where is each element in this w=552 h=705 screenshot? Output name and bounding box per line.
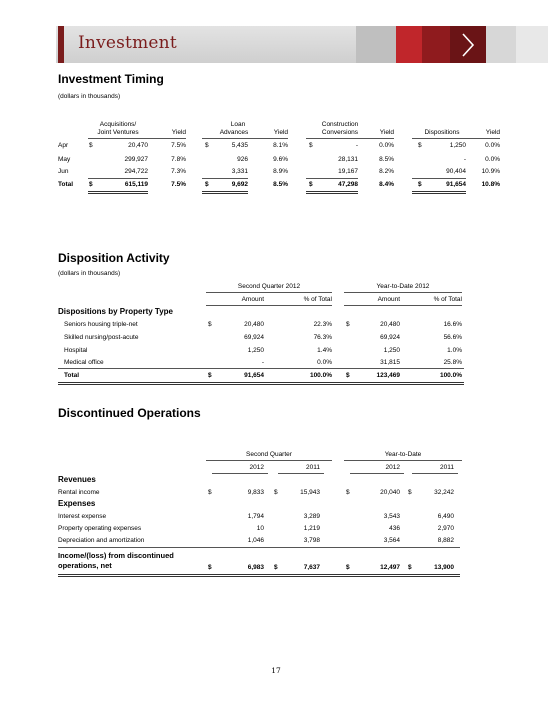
col-header-year: 2012 [385, 464, 400, 471]
section-label-expenses: Expenses [58, 499, 96, 508]
col-header-pct: % of Total [303, 296, 332, 303]
subtotal-rule [202, 178, 248, 179]
dollar-sign: $ [408, 564, 412, 571]
q-pct: 0.0% [317, 359, 332, 366]
ytd-2011: 2,970 [437, 525, 454, 532]
row-label: Jun [58, 168, 69, 175]
investment-timing-title: Investment Timing [58, 72, 164, 86]
q-2011: 1,219 [303, 525, 320, 532]
col-header-yield: Yield [379, 129, 394, 136]
dollar-sign: $ [418, 181, 422, 188]
col-header-amount: Amount [241, 296, 264, 303]
q-pct: 1.4% [317, 347, 332, 354]
q-2011: 3,798 [303, 537, 320, 544]
ytd-2012: 3,564 [383, 537, 400, 544]
disp-value: 90,404 [446, 168, 466, 175]
row-label: Depreciation and amortization [58, 537, 145, 544]
discontinued-operations-title: Discontinued Operations [58, 406, 201, 420]
q-2011: 7,637 [303, 564, 320, 571]
total-double-rule [88, 191, 148, 194]
dollar-sign: $ [346, 489, 350, 496]
q-pct: 22.3% [313, 321, 332, 328]
disp-value: 1,250 [449, 142, 466, 149]
q-amount: - [261, 359, 264, 366]
subtotal-rule [306, 178, 358, 179]
ytd-2012: 20,040 [380, 489, 400, 496]
row-label: Total [64, 372, 80, 379]
ytd-pct: 1.0% [447, 347, 462, 354]
q-2012: 10 [256, 525, 264, 532]
acq-value: 294,722 [124, 168, 148, 175]
col-header-acq-line2: Joint Ventures [97, 129, 139, 136]
header-rule [206, 305, 332, 306]
banner-title: Investment [78, 33, 177, 53]
dollar-sign: $ [346, 372, 350, 379]
ytd-2011: 13,900 [434, 564, 454, 571]
disp-yield: 10.8% [481, 181, 500, 188]
col-header-pct: % of Total [433, 296, 462, 303]
col-header-loan-line2: Advances [219, 129, 249, 136]
dollar-sign: $ [346, 564, 350, 571]
row-label: Income/(loss) from discontinued [58, 551, 174, 560]
col-header-year: 2012 [249, 464, 264, 471]
header-rule [212, 473, 268, 474]
col-group-header: Second Quarter [246, 451, 292, 458]
loan-value: 3,331 [231, 168, 248, 175]
loan-yield: 9.6% [273, 156, 288, 163]
banner-block [486, 26, 516, 63]
q-amount: 69,924 [244, 334, 264, 341]
total-double-rule [202, 191, 248, 194]
dollar-sign: $ [274, 564, 278, 571]
loan-yield: 8.5% [273, 181, 288, 188]
dollar-sign: $ [208, 372, 212, 379]
header-rule [344, 460, 462, 461]
col-header-loan-line1: Loan [230, 121, 246, 128]
col-header-yield: Yield [171, 129, 186, 136]
acq-value: 20,470 [128, 142, 148, 149]
col-header-amount: Amount [377, 296, 400, 303]
acq-value: 299,927 [124, 156, 148, 163]
section-label: Dispositions by Property Type [58, 307, 173, 316]
col-header-con-line1: Construction [321, 121, 359, 128]
total-double-rule [58, 382, 464, 385]
ytd-pct: 100.0% [439, 372, 462, 379]
loan-value: 9,692 [231, 181, 248, 188]
header-rule [344, 305, 462, 306]
row-label: Seniors housing triple-net [64, 321, 138, 328]
loan-yield: 8.9% [273, 168, 288, 175]
subtotal-rule [58, 547, 460, 548]
banner-accent-bar [58, 26, 64, 63]
dollar-sign: $ [418, 142, 422, 149]
col-group-header: Year-to-Date [384, 451, 422, 458]
total-double-rule [306, 191, 358, 194]
acq-yield: 7.5% [171, 142, 186, 149]
disp-value: 91,654 [446, 181, 466, 188]
acq-yield: 7.3% [171, 168, 186, 175]
subtotal-rule [412, 178, 466, 179]
col-header-yield: Yield [273, 129, 288, 136]
acq-value: 615,119 [124, 181, 148, 188]
q-pct: 76.3% [313, 334, 332, 341]
header-rule [412, 138, 500, 139]
con-value: - [355, 142, 358, 149]
disp-value: - [463, 156, 466, 163]
dollar-sign: $ [208, 321, 212, 328]
banner-title-box [56, 26, 356, 63]
ytd-2011: 32,242 [434, 489, 454, 496]
row-label: May [58, 156, 71, 163]
col-header-con-line2: Conversions [321, 129, 359, 136]
ytd-pct: 56.6% [443, 334, 462, 341]
loan-value: 926 [237, 156, 248, 163]
con-yield: 8.5% [379, 156, 394, 163]
con-value: 28,131 [338, 156, 358, 163]
disp-yield: 10.9% [481, 168, 500, 175]
header-rule [88, 138, 186, 139]
ytd-2011: 8,882 [437, 537, 454, 544]
banner-block [396, 26, 422, 63]
header-banner [56, 26, 548, 63]
row-label: Property operating expenses [58, 525, 142, 532]
ytd-amount: 69,924 [380, 334, 400, 341]
dollar-sign: $ [205, 181, 209, 188]
dollar-sign: $ [205, 142, 209, 149]
q-2012: 6,983 [247, 564, 264, 571]
dollar-sign: $ [89, 181, 93, 188]
con-value: 19,167 [338, 168, 358, 175]
col-header-acq-line1: Acquisitions/ [99, 121, 137, 128]
row-label: Rental income [58, 489, 100, 496]
loan-yield: 8.1% [273, 142, 288, 149]
dollar-sign: $ [309, 181, 313, 188]
header-rule [350, 473, 404, 474]
q-2012: 1,046 [247, 537, 264, 544]
banner-block [356, 26, 396, 63]
row-label: Medical office [64, 359, 104, 366]
q-amount: 1,250 [247, 347, 264, 354]
header-rule [306, 138, 394, 139]
investment-timing-subtitle: (dollars in thousands) [58, 93, 121, 100]
col-header-yield: Yield [485, 129, 500, 136]
row-label: Hospital [64, 347, 88, 354]
ytd-2012: 12,497 [380, 564, 400, 571]
row-label: Interest expense [58, 513, 107, 520]
dollar-sign: $ [408, 489, 412, 496]
ytd-amount: 123,469 [376, 372, 400, 379]
loan-value: 5,435 [231, 142, 248, 149]
total-double-rule [58, 574, 460, 577]
header-rule [278, 473, 324, 474]
banner-block [422, 26, 450, 63]
ytd-amount: 31,815 [380, 359, 400, 366]
con-value: 47,298 [338, 181, 358, 188]
dollar-sign: $ [89, 142, 93, 149]
col-header-dispositions: Dispositions [424, 129, 460, 136]
header-rule [206, 292, 332, 293]
page-number: 17 [271, 666, 281, 675]
q-amount: 20,480 [244, 321, 264, 328]
ytd-amount: 20,480 [380, 321, 400, 328]
banner-block [450, 26, 486, 63]
header-rule [206, 460, 332, 461]
q-2011: 15,943 [300, 489, 320, 496]
row-label: Apr [58, 142, 69, 149]
header-rule [412, 473, 458, 474]
section-label-revenues: Revenues [58, 475, 96, 484]
acq-yield: 7.8% [171, 156, 186, 163]
col-header-year: 2011 [306, 464, 320, 471]
con-yield: 0.0% [379, 142, 394, 149]
q-pct: 100.0% [309, 372, 332, 379]
header-rule [202, 138, 288, 139]
ytd-2012: 436 [389, 525, 400, 532]
ytd-2011: 6,490 [437, 513, 454, 520]
q-2012: 9,833 [247, 489, 264, 496]
dollar-sign: $ [346, 321, 350, 328]
total-double-rule [412, 191, 466, 194]
ytd-amount: 1,250 [383, 347, 400, 354]
con-yield: 8.2% [379, 168, 394, 175]
subtotal-rule [58, 368, 464, 369]
dollar-sign: $ [208, 489, 212, 496]
q-2012: 1,794 [247, 513, 264, 520]
col-header-year: 2011 [440, 464, 454, 471]
col-group-header: Second Quarter 2012 [237, 283, 301, 290]
row-label: operations, net [58, 561, 112, 570]
disposition-activity-subtitle: (dollars in thousands) [58, 270, 121, 277]
header-rule [344, 292, 462, 293]
dollar-sign: $ [274, 489, 278, 496]
q-2011: 3,289 [303, 513, 320, 520]
row-label: Total [58, 181, 74, 188]
disp-yield: 0.0% [485, 142, 500, 149]
ytd-2012: 3,543 [383, 513, 400, 520]
ytd-pct: 16.6% [443, 321, 462, 328]
banner-block [516, 26, 548, 63]
con-yield: 8.4% [379, 181, 394, 188]
disp-yield: 0.0% [485, 156, 500, 163]
q-amount: 91,654 [244, 372, 264, 379]
col-group-header: Year-to-Date 2012 [376, 283, 430, 290]
disposition-activity-title: Disposition Activity [58, 251, 170, 265]
ytd-pct: 25.8% [443, 359, 462, 366]
chevron-right-icon [460, 32, 476, 58]
dollar-sign: $ [309, 142, 313, 149]
row-label: Skilled nursing/post-acute [64, 334, 139, 341]
acq-yield: 7.5% [171, 181, 186, 188]
dollar-sign: $ [208, 564, 212, 571]
subtotal-rule [88, 178, 148, 179]
